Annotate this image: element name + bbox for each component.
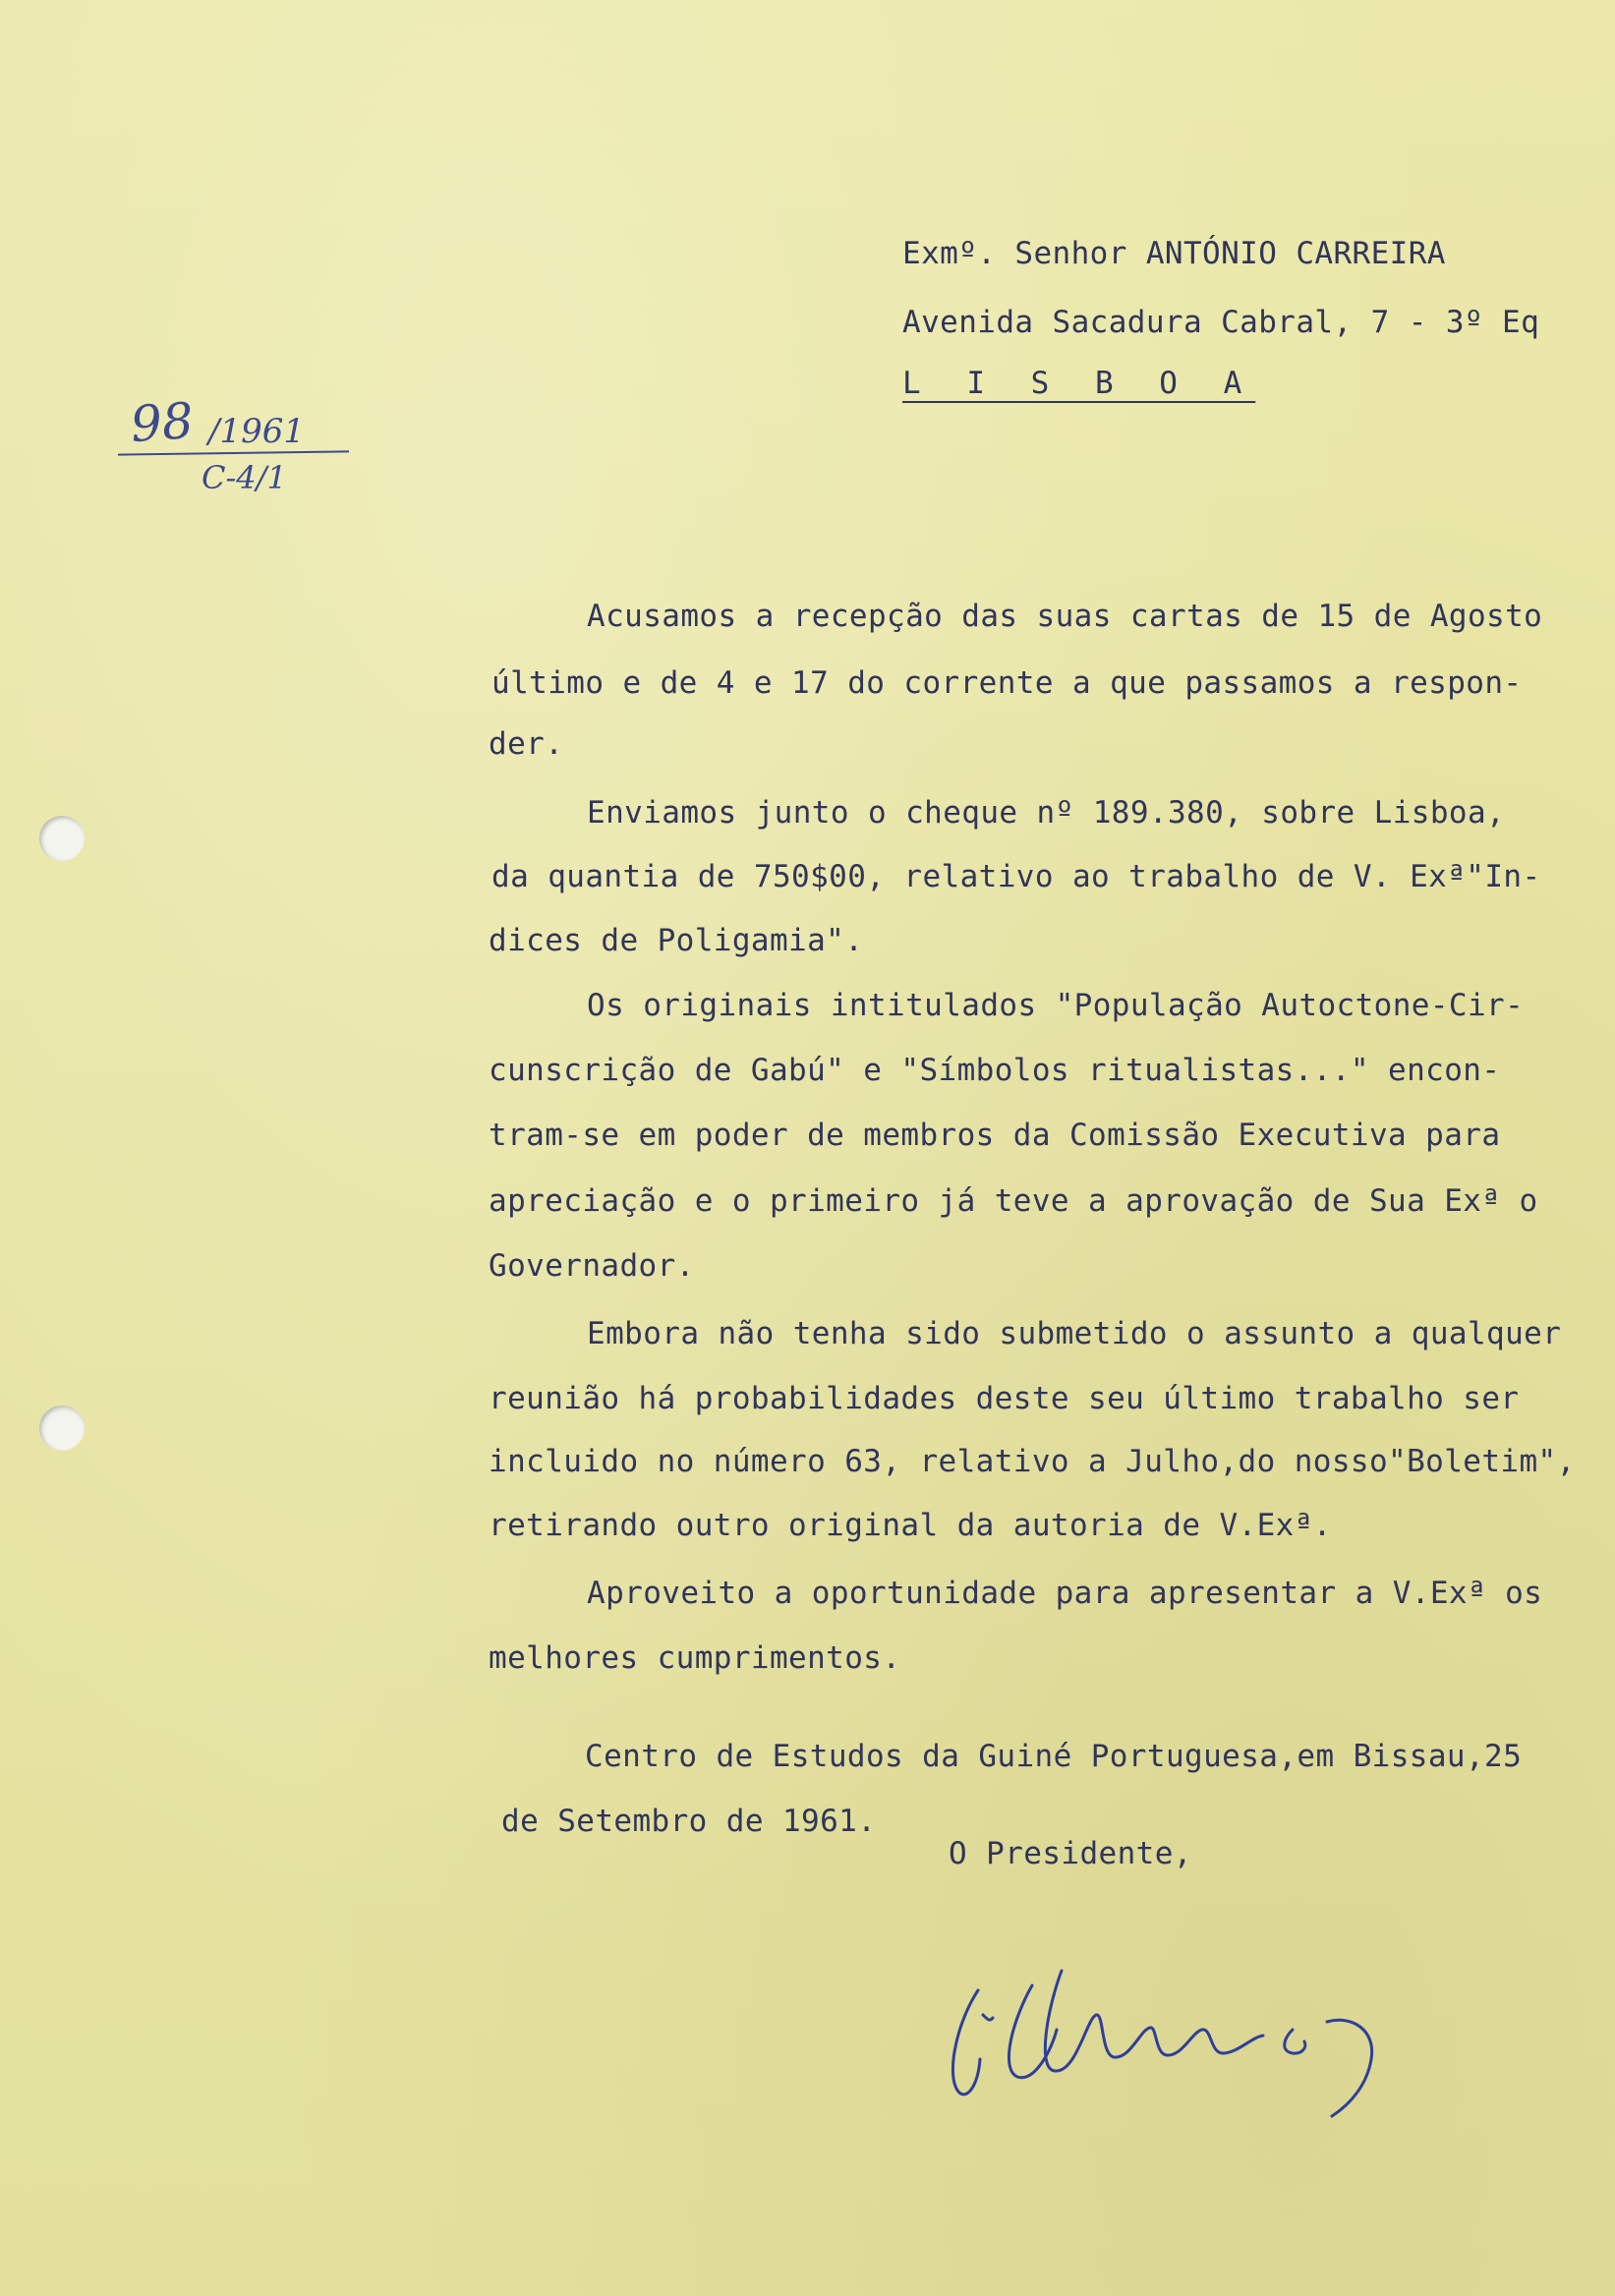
body-line: Governador.: [489, 1248, 695, 1284]
body-line: Aproveito a oportunidade para apresentar a V.Exª os: [587, 1576, 1543, 1611]
body-line: tram-se em poder de membros da Comissão Executiva para: [489, 1118, 1501, 1153]
body-line: da quantia de 750$00, relativo ao trabalho de V. Exª"In-: [491, 859, 1541, 894]
body-line: incluido no número 63, relativo a Julho,do nosso"Boletim",: [489, 1444, 1576, 1479]
body-line: retirando outro original da autoria de V.Exª.: [489, 1508, 1332, 1543]
signatory-title: O Presidente,: [949, 1836, 1192, 1871]
addressee-name: Exmº. Senhor ANTÓNIO CARREIRA: [902, 236, 1446, 271]
body-line: apreciação e o primeiro já teve a aprovação de Sua Exª o: [489, 1183, 1538, 1219]
reference-number: 98: [129, 391, 196, 454]
body-line: Os originais intitulados "População Autoctone-Cir-: [587, 988, 1525, 1023]
punch-hole-bottom: [39, 1406, 85, 1451]
body-line: Acusamos a recepção das suas cartas de 15 de Agosto: [587, 599, 1543, 634]
addressee-street: Avenida Sacadura Cabral, 7 - 3º Eq: [902, 305, 1540, 340]
reference-year: /1961: [208, 412, 305, 451]
handwritten-signature: [939, 1961, 1440, 2123]
body-line: melhores cumprimentos.: [489, 1640, 901, 1676]
reference-code: C-4/1: [202, 459, 287, 496]
addressee-city: L I S B O A: [902, 366, 1256, 401]
body-line: Enviamos junto o cheque nº 189.380, sobre Lisboa,: [587, 795, 1506, 831]
place-and-date-line-2: de Setembro de 1961.: [501, 1804, 877, 1839]
body-line: dices de Poligamia".: [489, 923, 864, 958]
body-line: último e de 4 e 17 do corrente a que passamos a respon-: [491, 665, 1523, 701]
place-and-date-line-1: Centro de Estudos da Guiné Portuguesa,em Bissau,25: [585, 1739, 1523, 1774]
body-line: cunscrição de Gabú" e "Símbolos ritualistas..." encon-: [489, 1053, 1501, 1088]
body-line: reunião há probabilidades deste seu último trabalho ser: [489, 1381, 1520, 1416]
punch-hole-top: [39, 816, 85, 861]
body-line: der.: [489, 726, 564, 762]
body-line: Embora não tenha sido submetido o assunto a qualquer: [587, 1316, 1562, 1351]
